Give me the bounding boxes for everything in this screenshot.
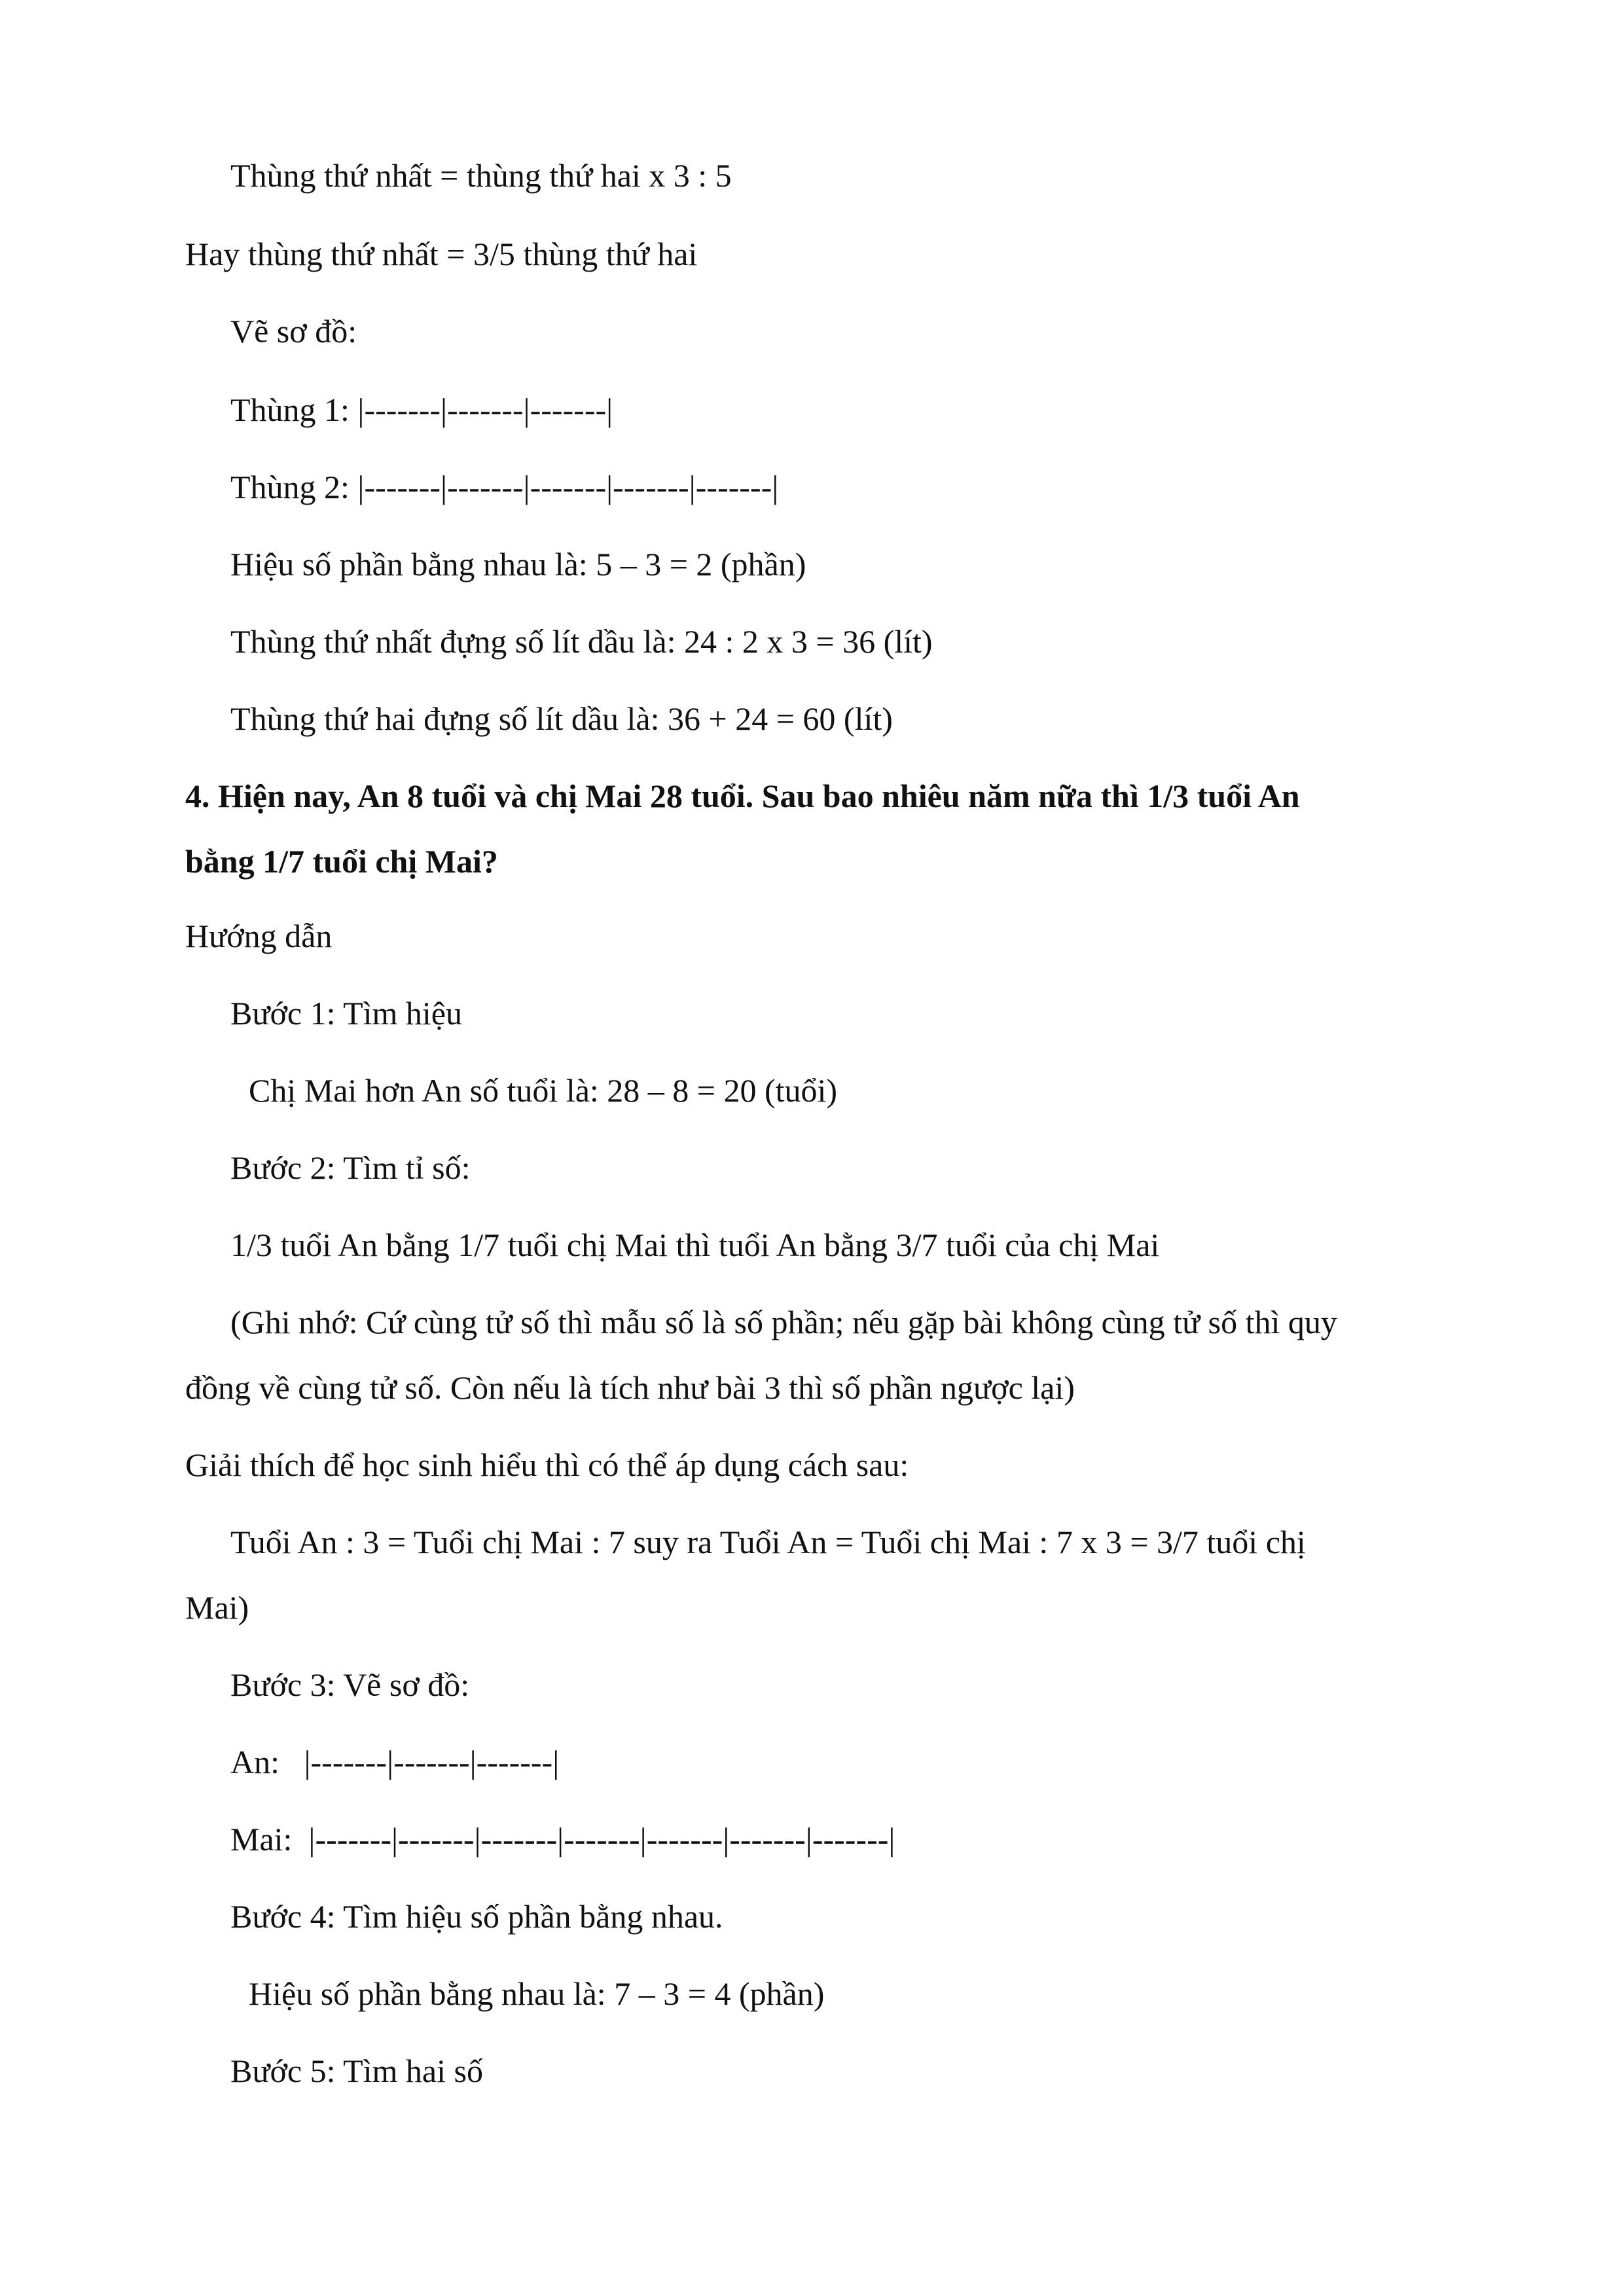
text-line-explanation-formula-1: Tuổi An : 3 = Tuổi chị Mai : 7 suy ra Tuổi An = Tuổi chị Mai : 7 x 3 = 3/7 tuổi chị <box>230 1524 1306 1560</box>
diagram-mai: Mai: |-------|-------|-------|-------|-------|-------|-------| <box>230 1821 895 1857</box>
text-line-first-barrel-ratio: Hay thùng thứ nhất = 3/5 thùng thứ hai <box>185 236 698 272</box>
text-line-draw-diagram: Vẽ sơ đồ: <box>230 313 357 350</box>
text-line-first-barrel-formula: Thùng thứ nhất = thùng thứ hai x 3 : 5 <box>230 157 732 194</box>
text-line-step-3: Bước 3: Vẽ sơ đồ: <box>230 1666 470 1703</box>
text-line-part-difference: Hiệu số phần bằng nhau là: 5 – 3 = 2 (phần) <box>230 546 806 583</box>
text-line-age-difference: Chị Mai hơn An số tuổi là: 28 – 8 = 20 (tuổi) <box>249 1072 838 1109</box>
text-line-part-difference-2: Hiệu số phần bằng nhau là: 7 – 3 = 4 (phần) <box>249 1975 825 2012</box>
diagram-barrel-1: Thùng 1: |-------|-------|-------| <box>230 391 613 428</box>
text-line-step-4: Bước 4: Tìm hiệu số phần bằng nhau. <box>230 1898 723 1935</box>
problem-4-heading-line-2: bằng 1/7 tuổi chị Mai? <box>185 843 498 880</box>
text-line-explanation-formula-2: Mai) <box>185 1589 249 1626</box>
text-line-explanation: Giải thích để học sinh hiểu thì có thể áp dụng cách sau: <box>185 1446 909 1483</box>
text-line-second-barrel-result: Thùng thứ hai đựng số lít dầu là: 36 + 24 = 60 (lít) <box>230 700 893 737</box>
problem-4-heading-line-1: 4. Hiện nay, An 8 tuổi và chị Mai 28 tuổi. Sau bao nhiêu năm nữa thì 1/3 tuổi An <box>185 778 1300 814</box>
text-line-step-1: Bước 1: Tìm hiệu <box>230 995 462 1031</box>
text-line-guide: Hướng dẫn <box>185 918 333 954</box>
text-line-step-5: Bước 5: Tìm hai số <box>230 2053 483 2089</box>
text-line-first-barrel-result: Thùng thứ nhất đựng số lít dầu là: 24 : 2 x 3 = 36 (lít) <box>230 623 933 660</box>
diagram-barrel-2: Thùng 2: |-------|-------|-------|-------|-------| <box>230 469 779 505</box>
text-line-ratio-statement: 1/3 tuổi An bằng 1/7 tuổi chị Mai thì tuổi An bằng 3/7 tuổi của chị Mai <box>230 1227 1160 1263</box>
diagram-an: An: |-------|-------|-------| <box>230 1744 560 1780</box>
text-line-note-2: đồng về cùng tử số. Còn nếu là tích như bài 3 thì số phần ngược lại) <box>185 1369 1075 1406</box>
text-line-step-2: Bước 2: Tìm tỉ số: <box>230 1149 471 1186</box>
text-line-note-1: (Ghi nhớ: Cứ cùng tử số thì mẫu số là số phần; nếu gặp bài không cùng tử số thì quy <box>230 1304 1337 1340</box>
